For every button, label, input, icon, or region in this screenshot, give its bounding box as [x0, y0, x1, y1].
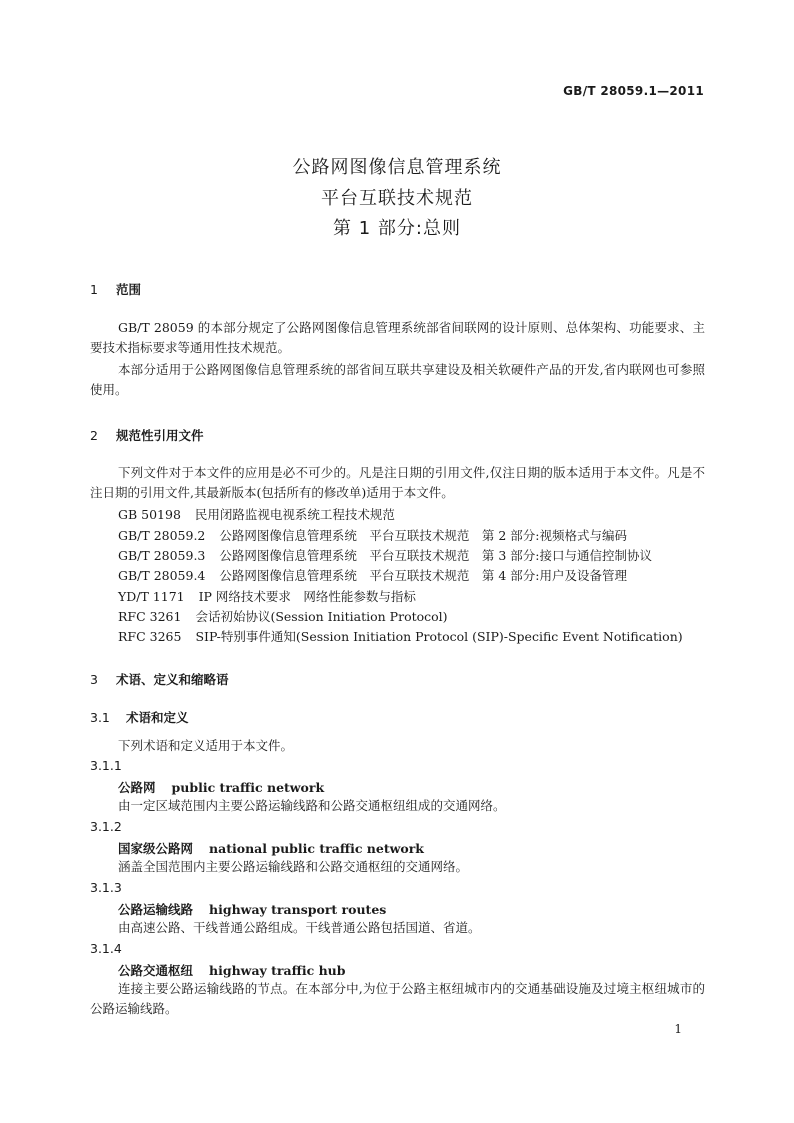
page-number: 1	[674, 1022, 682, 1036]
reference-code: GB/T 28059.3	[118, 548, 206, 563]
reference-title: 公路网图像信息管理系统 平台互联技术规范 第 2 部分:视频格式与编码	[219, 528, 628, 543]
term-zh: 公路交通枢纽	[118, 963, 194, 978]
reference-title: 公路网图像信息管理系统 平台互联技术规范 第 3 部分:接口与通信控制协议	[219, 548, 653, 563]
term-en: highway traffic hub	[209, 963, 346, 978]
term-definition: 由高速公路、干线普通公路组成。干线普通公路包括国道、省道。	[118, 920, 481, 935]
section-1-paragraph-2: 本部分适用于公路网图像信息管理系统的部省间互联共享建设及相关软硬件产品的开发,省内联网也可参照使用。	[90, 362, 705, 397]
reference-title: SIP-特别事件通知(Session Initiation Protocol (SIP)-Specific Event Notification)	[195, 629, 683, 644]
term-definition: 由一定区域范围内主要公路运输线路和公路交通枢纽组成的交通网络。	[118, 798, 506, 813]
reference-title: 会话初始协议(Session Initiation Protocol)	[195, 609, 448, 624]
term-zh: 公路运输线路	[118, 902, 194, 917]
reference-item	[118, 526, 627, 544]
reference-code: YD/T 1171	[118, 589, 185, 604]
reference-title: 民用闭路监视电视系统工程技术规范	[194, 507, 395, 522]
reference-item	[118, 546, 652, 564]
term-zh: 国家级公路网	[118, 841, 194, 856]
section-3-number: 3	[90, 672, 98, 687]
term-zh: 公路网	[118, 780, 156, 795]
reference-item	[118, 566, 627, 584]
section-2-heading	[90, 426, 204, 444]
term-heading	[118, 961, 346, 979]
subsection-3-1-intro: 下列术语和定义适用于本文件。	[118, 738, 294, 753]
reference-title: IP 网络技术要求 网络性能参数与指标	[198, 589, 416, 604]
term-number: 3.1.1	[90, 758, 122, 773]
term-definition: 涵盖全国范围内主要公路运输线路和公路交通枢纽的交通网络。	[118, 859, 469, 874]
title-line-1: 公路网图像信息管理系统	[292, 157, 502, 178]
term-definition: 连接主要公路运输线路的节点。在本部分中,为位于公路主枢纽城市内的交通基础设施及过境主枢纽城市的公路运输线路。	[90, 981, 705, 1016]
term-number: 3.1.3	[90, 880, 122, 895]
term-heading	[118, 839, 424, 857]
term-en: highway transport routes	[209, 902, 387, 917]
section-2-number: 2	[90, 428, 98, 443]
standard-number: GB/T 28059.1—2011	[563, 84, 704, 98]
section-1-heading	[90, 280, 141, 298]
subsection-3-1-heading	[90, 708, 189, 726]
reference-code: GB/T 28059.2	[118, 528, 206, 543]
section-1-number: 1	[90, 282, 98, 297]
reference-code: RFC 3261	[118, 609, 182, 624]
term-number: 3.1.4	[90, 941, 122, 956]
section-1-paragraph-1: GB/T 28059 的本部分规定了公路网图像信息管理系统部省间联网的设计原则、总体架构、功能要求、主要技术指标要求等通用性技术规范。	[90, 320, 705, 355]
term-en: public traffic network	[171, 780, 325, 795]
reference-code: RFC 3265	[118, 629, 182, 644]
term-heading	[118, 900, 386, 918]
reference-item	[118, 505, 395, 523]
reference-item	[118, 607, 448, 625]
title-line-3: 第 1 部分:总则	[333, 218, 461, 239]
section-3-heading	[90, 670, 229, 688]
subsection-3-1-number: 3.1	[90, 710, 110, 725]
section-3-title: 术语、定义和缩略语	[116, 672, 229, 687]
reference-item	[118, 627, 683, 645]
section-1-title: 范围	[116, 282, 142, 297]
reference-code: GB/T 28059.4	[118, 568, 206, 583]
subsection-3-1-title: 术语和定义	[126, 710, 189, 725]
term-en: national public traffic network	[209, 841, 424, 856]
term-heading	[118, 778, 324, 796]
reference-item	[118, 587, 416, 605]
term-number: 3.1.2	[90, 819, 122, 834]
title-line-2: 平台互联技术规范	[321, 188, 473, 209]
reference-code: GB 50198	[118, 507, 181, 522]
reference-title: 公路网图像信息管理系统 平台互联技术规范 第 4 部分:用户及设备管理	[219, 568, 628, 583]
section-2-title: 规范性引用文件	[116, 428, 204, 443]
section-2-intro: 下列文件对于本文件的应用是必不可少的。凡是注日期的引用文件,仅注日期的版本适用于本文件。凡是不注日期的引用文件,其最新版本(包括所有的修改单)适用于本文件。	[90, 465, 705, 500]
